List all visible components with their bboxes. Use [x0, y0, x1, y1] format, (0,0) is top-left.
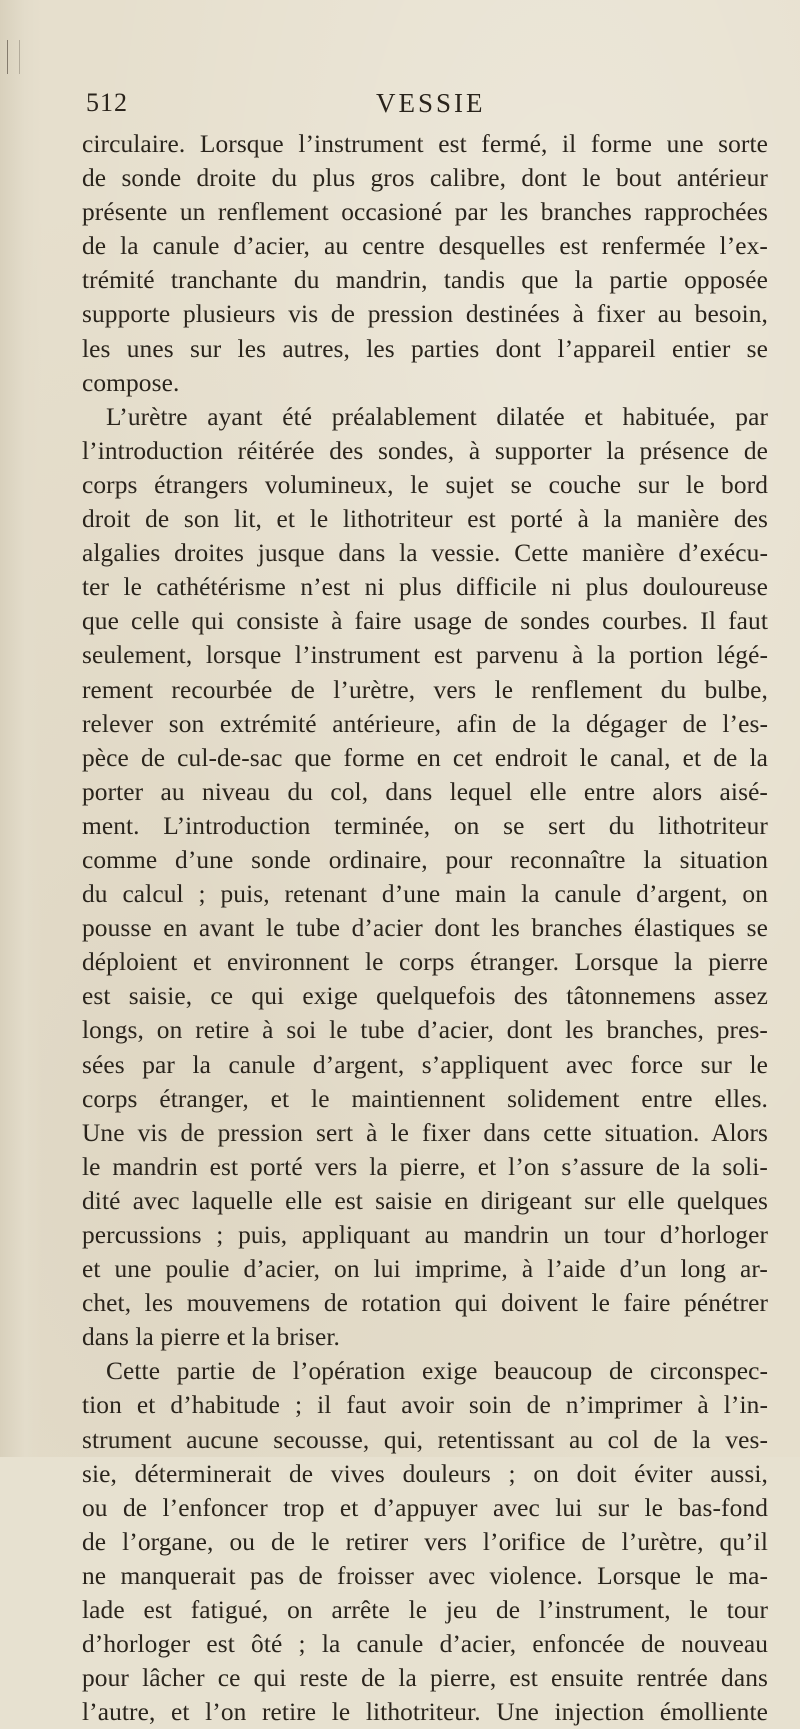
text-line: compose. — [82, 368, 180, 397]
text-line: percussions ; puis, appliquant au mandrin un tour d’horloger — [82, 1221, 768, 1249]
text-line: porter au niveau du col, dans lequel elle entre alors aisé- — [82, 777, 768, 806]
text-line: corps étranger, et le maintiennent solidement entre elles. — [82, 1084, 768, 1113]
page-header — [86, 88, 776, 128]
text-line: chet, les mouvemens de rotation qui doivent le faire pénétrer — [82, 1289, 768, 1318]
text-line: le mandrin est porté vers la pierre, et l’on s’assure de la soli- — [82, 1152, 768, 1181]
text-line: de la canule d’acier, au centre desquelles est renfermée l’ex- — [82, 232, 768, 261]
text-line: trémité tranchante du mandrin, tandis que la partie opposée — [82, 266, 768, 295]
page-number: 512 — [86, 88, 128, 117]
text-line: du calcul ; puis, retenant d’une main la canule d’argent, on — [82, 880, 768, 909]
text-line: algalies droites jusque dans la vessie. Cette manière d’exécu- — [82, 539, 768, 568]
text-line: dité avec laquelle elle est saisie en dirigeant sur elle quelques — [82, 1186, 768, 1215]
text-line: ter le cathétérisme n’est ni plus difficile ni plus douloureuse — [82, 573, 768, 602]
text-line: déploient et environnent le corps étranger. Lorsque la pierre — [82, 948, 768, 977]
text-line: longs, on retire à soi le tube d’acier, dont les branches, pres- — [82, 1016, 768, 1045]
text-line: ou de l’enfoncer trop et d’appuyer avec lui sur le bas-fond — [82, 1493, 768, 1522]
text-line: pèce de cul-de-sac que forme en cet endroit le canal, et de la — [82, 743, 768, 772]
text-line: supporte plusieurs vis de pression destinées à fixer au besoin, — [82, 300, 768, 329]
text-line: et une poulie d’acier, on lui imprime, à l’aide d’un long ar- — [82, 1255, 768, 1284]
text-line: pour lâcher ce qui reste de la pierre, est ensuite rentrée dans — [82, 1664, 768, 1693]
text-line: est saisie, ce qui exige quelquefois des tâtonnemens assez — [82, 982, 768, 1011]
page-gutter-edge — [0, 0, 42, 1457]
text-line: d’horloger est ôté ; la canule d’acier, enfoncée de nouveau — [82, 1630, 768, 1659]
text-line: strument aucune secousse, qui, retentissant au col de la ves- — [82, 1425, 768, 1454]
text-line: dans la pierre et la briser. — [82, 1323, 341, 1352]
text-line: l’introduction réitérée des sondes, à supporter la présence de — [82, 436, 768, 465]
running-head-title: VESSIE — [376, 88, 486, 118]
text-line: ment. L’introduction terminée, on se sert du lithotriteur — [82, 811, 768, 840]
text-line: que celle qui consiste à faire usage de sondes courbes. Il faut — [82, 607, 768, 636]
text-line: Une vis de pression sert à le fixer dans cette situation. Alors — [82, 1118, 768, 1147]
text-line: l’autre, et l’on retire le lithotriteur. Une injection émolliente — [82, 1698, 768, 1727]
text-line: de l’organe, ou de le retirer vers l’orifice de l’urètre, qu’il — [82, 1527, 768, 1556]
body-text — [82, 127, 768, 1729]
text-line: Cette partie de l’opération exige beaucoup de circonspec- — [106, 1357, 768, 1386]
text-line: ne manquerait pas de froisser avec violence. Lorsque le ma- — [82, 1561, 768, 1590]
text-line: sées par la canule d’argent, s’appliquent avec force sur le — [82, 1050, 768, 1079]
text-line: rement recourbée de l’urètre, vers le renflement du bulbe, — [82, 675, 768, 704]
text-line: de sonde droite du plus gros calibre, dont le bout antérieur — [82, 164, 768, 193]
text-line: L’urètre ayant été préalablement dilatée et habituée, par — [106, 402, 768, 431]
text-line: circulaire. Lorsque l’instrument est fermé, il forme une sorte — [82, 130, 768, 158]
text-line: seulement, lorsque l’instrument est parvenu à la portion légé- — [82, 641, 768, 670]
text-line: pousse en avant le tube d’acier dont les branches élastiques se — [82, 914, 768, 943]
text-line: sie, déterminerait de vives douleurs ; on doit éviter aussi, — [82, 1459, 768, 1488]
text-line: corps étrangers volumineux, le sujet se couche sur le bord — [82, 470, 768, 499]
text-line: les unes sur les autres, les parties dont l’appareil entier se — [82, 334, 768, 363]
text-line: relever son extrémité antérieure, afin de la dégager de l’es- — [82, 709, 768, 738]
text-line: présente un renflement occasioné par les branches rapprochées — [82, 198, 768, 227]
text-line: lade est fatigué, on arrête le jeu de l’instrument, le tour — [82, 1596, 768, 1625]
text-line: droit de son lit, et le lithotriteur est porté à la manière des — [82, 505, 768, 534]
text-line: comme d’une sonde ordinaire, pour reconnaître la situation — [82, 845, 768, 874]
text-line: tion et d’habitude ; il faut avoir soin de n’imprimer à l’in- — [82, 1391, 768, 1420]
